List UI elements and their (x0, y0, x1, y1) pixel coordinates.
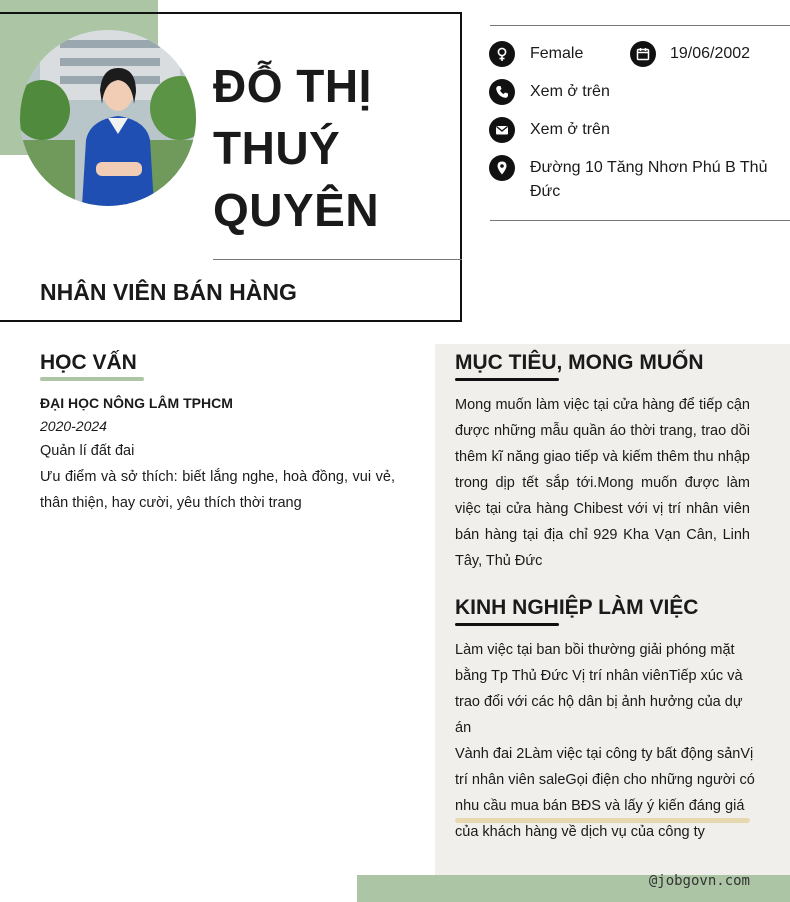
experience-line: Vành đai 2Làm việc tại công ty bất động sảnVị (455, 746, 754, 762)
education-strengths: Ưu điểm và sở thích: biết lắng nghe, hoà đồng, vui vẻ, thân thiện, hay cười, yêu thích thời trang (40, 469, 395, 511)
experience-text (455, 637, 755, 845)
name-line-2: THUÝ (213, 122, 341, 174)
experience-line: nhu cầu mua bán BĐS và lấy ý kiến đáng giá (455, 798, 745, 814)
email-text: Xem ở trên (530, 121, 610, 138)
experience-underline (455, 623, 559, 626)
candidate-name (213, 55, 453, 241)
name-divider (213, 259, 462, 260)
name-line-3: QUYÊN (213, 184, 380, 236)
experience-line: trí nhân viên saleGọi điện cho những người có (455, 772, 755, 788)
experience-line: Làm việc tại ban bồi thường giải phóng mặt (455, 642, 735, 658)
name-line-1: ĐỖ THỊ (213, 60, 372, 112)
calendar-icon (630, 41, 656, 67)
experience-bar (455, 818, 750, 823)
experience-title: KINH NGHIỆP LÀM VIỆC (455, 596, 699, 619)
avatar-photo (20, 30, 196, 206)
phone-icon (489, 79, 515, 105)
address-line-2: Đức (530, 183, 561, 200)
education-underline (40, 377, 144, 381)
school-name: ĐẠI HỌC NÔNG LÂM TPHCM (40, 395, 233, 411)
watermark: @jobgovn.com (648, 873, 750, 889)
contact-divider-bottom (490, 220, 790, 221)
objective-underline (455, 378, 559, 381)
gender-text: Female (530, 45, 584, 62)
gender-icon (489, 41, 515, 67)
phone-text: Xem ở trên (530, 83, 610, 100)
objective-title: MỤC TIÊU, MONG MUỐN (455, 351, 704, 374)
objective-text: Mong muốn làm việc tại cửa hàng để tiếp cận được những mẫu quần áo thời trang, trao dồi thêm kĩ năng giao tiếp và kiếm thêm thu nhập trong dịp tết sắp tới.Mong muốn được làm việc tại cửa hàng Chibest với vị trí nhân viên bán hàng tại địa chỉ 929 Kha Vạn Cân, Linh Tây, Thủ Đức (455, 397, 750, 569)
address-text (530, 156, 780, 204)
mail-icon (489, 117, 515, 143)
avatar (20, 30, 196, 206)
education-title: HỌC VẤN (40, 351, 137, 374)
job-title: NHÂN VIÊN BÁN HÀNG (40, 279, 297, 305)
education-years: 2020-2024 (40, 418, 107, 434)
education-major: Quản lí đất đai (40, 443, 135, 459)
experience-line: bằng Tp Thủ Đức Vị trí nhân viênTiếp xúc và (455, 668, 743, 684)
address-line-1: Đường 10 Tăng Nhơn Phú B Thủ (530, 159, 768, 176)
contact-divider-top (490, 25, 790, 26)
experience-line: trao đổi với các hộ dân bị ảnh hưởng của dự án (455, 694, 743, 736)
experience-line: của khách hàng về dịch vụ của công ty (455, 824, 705, 840)
birthdate-text: 19/06/2002 (670, 45, 751, 62)
location-icon (489, 155, 515, 181)
